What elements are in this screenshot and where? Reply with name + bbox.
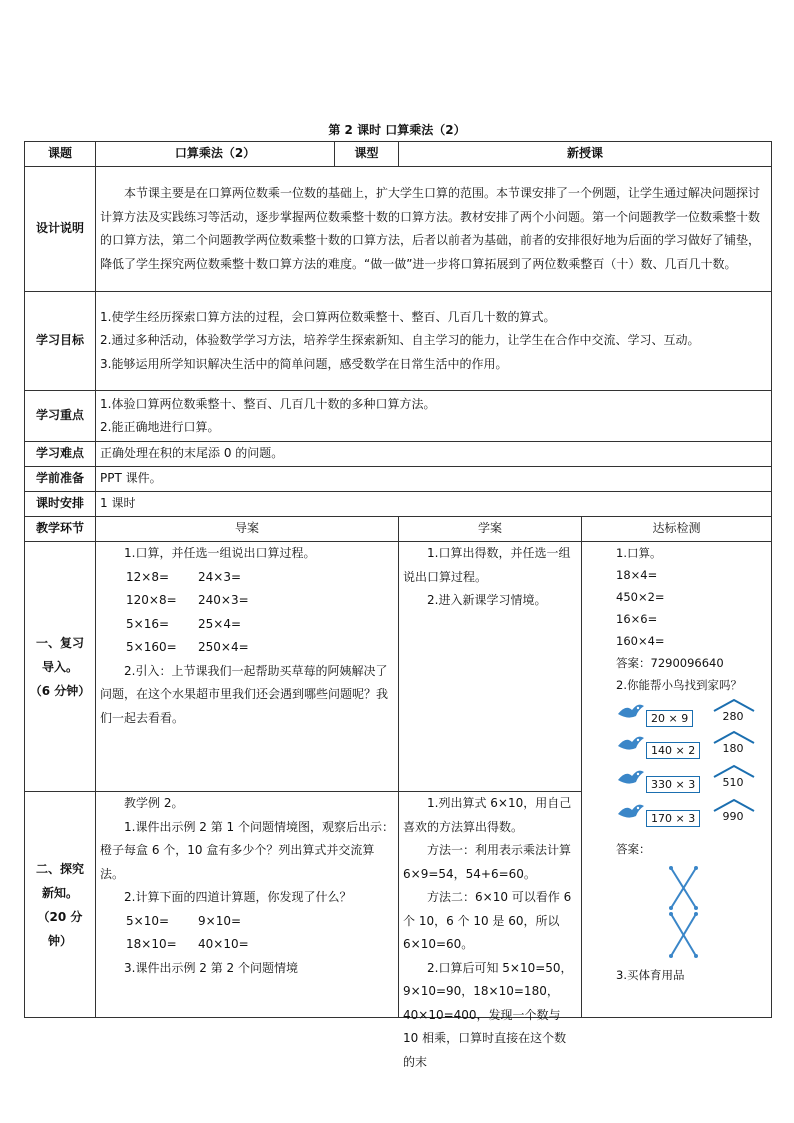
study-paragraph: 方法二：6×10 可以看作 6 个 10，6 个 10 是 60，所以 6×10=60。 [403,890,572,951]
col-check-header: 达标检测 [582,517,772,542]
col-stage-header: 教学环节 [25,517,96,542]
review-guide [96,542,399,792]
check-column [582,542,772,1018]
bird-row [616,772,786,798]
math-item: 120×8= [126,593,177,607]
study-paragraph: 2.口算后可知 5×10=50，9×10=90，18×10=180，40×10=400，发现一个数与 10 相乘，口算时直接在这个数的末 [403,960,573,1069]
guide-intro: 1.口算，并任选一组说出口算过程。 [124,546,316,560]
review-study [399,542,582,792]
bird-row [616,806,786,832]
difficulty-text: 正确处理在积的末尾添 0 的问题。 [96,442,772,467]
bird-expression: 20 × 9 [646,710,693,727]
stage-review [25,542,96,792]
check-q1-item: 160×4= [616,634,665,648]
difficulty-label: 学习难点 [25,442,96,467]
explore-study [399,792,582,1069]
bird-expression: 170 × 3 [646,810,700,827]
study-item: 2.进入新课学习情境。 [427,593,547,607]
bird-icon [616,800,646,824]
guide-intro-2: 2.引入：上节课我们一起帮助买草莓的阿姨解决了问题，在这个水果超市里我们还会遇到哪些问题呢？我们一起去看看。 [100,663,389,725]
focus-item: 1.体验口算两位数乘整十、整百、几百几十数的多种口算方法。 [100,396,436,411]
check-q2: 2.你能帮小鸟找到家吗？ [616,678,742,692]
explore-guide [96,792,399,1018]
math-row [100,613,394,637]
math-item: 5×16= [126,616,170,631]
goals-text [96,292,772,391]
stage-explore [25,792,96,1018]
math-item: 5×160= [126,640,177,654]
check-q1-item: 18×4= [616,568,658,582]
check-q1-answer: 答案：7290096640 [616,656,724,670]
math-row [100,933,394,957]
type-value: 新授课 [399,142,772,167]
bird-row [616,738,786,764]
stage-line: （20 分 [37,909,83,924]
math-item: 18×10= [126,937,177,951]
math-item: 25×4= [198,616,242,631]
stage-line: 一、复习 [35,635,84,650]
guide-paragraph: 1.课件出示例 2 第 1 个问题情境图，观察后出示：橙子每盒 6 个，10 盒有多少个？列出算式并交流算法。 [100,819,394,881]
stage-line: 二、探究 [35,861,84,876]
math-item: 5×10= [126,913,170,928]
prep-label: 学前准备 [25,467,96,492]
bird-row [616,706,786,732]
explore-study-content [403,792,577,1069]
math-item: 40×10= [198,937,249,951]
focus-text [96,391,772,442]
schedule-text: 1 课时 [96,492,772,517]
math-item: 24×3= [198,569,242,584]
house-number: 510 [722,776,744,789]
study-item: 1.口算出得数，并任选一组说出口算过程。 [403,546,571,584]
goal-item: 3.能够运用所学知识解决生活中的简单问题，感受数学在日常生活中的作用。 [100,356,508,371]
bird-house-exercise [616,698,786,838]
schedule-label: 课时安排 [25,492,96,517]
check-q2-answer: 答案： [616,842,651,856]
design-label: 设计说明 [25,167,96,292]
math-item: 250×4= [198,640,249,654]
topic-label: 课题 [25,142,96,167]
math-row [100,566,394,590]
check-q3: 3.买体育用品 [616,968,685,982]
focus-item: 2.能正确地进行口算。 [100,420,220,434]
guide-paragraph: 教学例 2。 [124,796,184,810]
design-paragraph: 本节课主要是在口算两位数乘一位数的基础上，扩大学生口算的范围。本节课安排了一个例题，让学生通过解决问题探讨计算方法及实践练习等活动，逐步掌握两位数乘整十数的口算方法。教材安排了两个小问题。第一个问题教学一位数乘整十数的口算方法，第二个问题教学两位数乘整十数的口算方法，后者以前者为基础，前者的安排很好地为后面的学习做好了铺垫，降低了学生探究两位数乘整十数口算方法的难度。“做一做”进一步将口算拓展到了两位数乘整百（十）数、几百几十数。 [100,186,761,271]
goal-item: 1.使学生经历探索口算方法的过程，会口算两位数乘整十、整百、几百几十数的算式。 [100,309,556,324]
stage-line: （6 分钟） [29,683,91,698]
goal-item: 2.通过多种活动，体验数学学习方法，培养学生探索新知、自主学习的能力，让学生在合作中交流、学习、互动。 [100,333,700,348]
math-item: 9×10= [198,913,242,928]
bird-expression: 330 × 3 [646,776,700,793]
answer-lines-diagram [616,860,736,964]
bird-expression: 140 × 2 [646,742,700,759]
study-paragraph: 方法一：利用表示乘法计算 6×9=54，54+6=60。 [403,843,572,881]
math-item: 12×8= [126,569,170,584]
bird-icon [616,700,646,724]
type-label: 课型 [335,142,399,167]
house-number: 280 [722,710,744,723]
math-row [100,636,394,660]
topic-value: 口算乘法（2） [96,142,335,167]
page-title: 第 2 课时 口算乘法（2） [328,123,466,137]
guide-paragraph: 2.计算下面的四道计算题，你发现了什么？ [124,890,352,904]
focus-label: 学习重点 [25,391,96,442]
goals-label: 学习目标 [25,292,96,391]
check-q1-item: 450×2= [616,590,665,604]
prep-text: PPT 课件。 [96,467,772,492]
bird-icon [616,732,646,756]
guide-paragraph: 3.课件出示例 2 第 2 个问题情境 [124,960,298,975]
explore-guide-content [100,792,394,1014]
lesson-plan-table [24,141,772,1069]
stage-line: 钟） [47,933,72,948]
math-item: 240×3= [198,593,249,607]
design-text [96,167,772,292]
check-q1: 1.口算。 [616,546,662,560]
stage-line: 导入。 [41,659,78,674]
col-guide-header: 导案 [96,517,399,542]
stage-line: 新知。 [41,885,78,900]
math-row [100,589,394,613]
bird-icon [616,766,646,790]
study-paragraph: 1.列出算式 6×10，用自己喜欢的方法算出得数。 [403,796,572,834]
house-number: 180 [722,742,744,755]
check-q1-item: 16×6= [616,612,658,626]
house-number: 990 [722,810,744,823]
col-study-header: 学案 [399,517,582,542]
math-row [100,910,394,934]
